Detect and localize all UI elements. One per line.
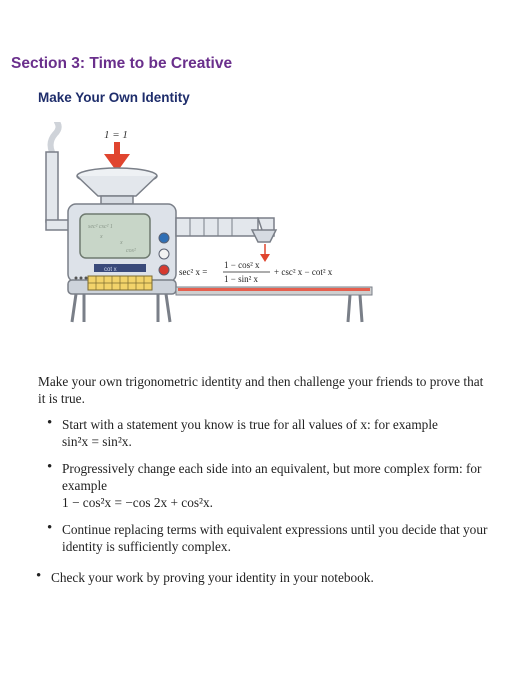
bullet-math: 1 − cos²x = −cos 2x + cos²x. <box>62 495 213 510</box>
white-knob-icon <box>159 249 169 259</box>
section-title: Section 3: Time to be Creative <box>11 55 233 72</box>
indicator-dot <box>80 277 83 280</box>
bullet-math: sin²x = sin²x. <box>62 434 132 449</box>
list-item <box>38 416 498 450</box>
indicator-dot <box>75 277 78 280</box>
display-label: cot x <box>104 267 117 273</box>
subsection-title: Make Your Own Identity <box>38 90 190 105</box>
formula-tail: + csc² x − cot² x <box>274 267 333 277</box>
bullet-text: Progressively change each side into an equivalent, but more complex form: for example <box>62 461 482 493</box>
formula-numerator: 1 − cos² x <box>224 260 260 270</box>
bullet-text: Check your work by proving your identity in your notebook. <box>51 570 374 585</box>
display-strip <box>94 264 146 272</box>
screen-text-1: sec² csc² 1 <box>88 224 113 230</box>
output-pipe <box>176 218 258 236</box>
intro-paragraph: Make your own trigonometric identity and then challenge your friends to prove that it is true. <box>38 374 484 406</box>
list-item <box>27 569 498 586</box>
arrow-shaft <box>114 142 120 156</box>
steam-icon <box>51 122 59 152</box>
screen-text-3: x <box>120 240 123 246</box>
funnel-neck <box>101 196 133 204</box>
indicator-dot <box>85 277 88 280</box>
chimney-pipe <box>46 152 58 222</box>
blue-knob-icon <box>159 233 169 243</box>
bullet-text: Continue replacing terms with equivalent expressions until you decide that your identity is sufficiently complex. <box>62 522 488 554</box>
formula-denominator: 1 − sin² x <box>224 274 259 284</box>
list-item <box>38 521 498 555</box>
nozzle <box>252 230 276 242</box>
formula-lhs: sec² x = <box>179 267 208 277</box>
list-item <box>38 460 498 511</box>
bullet-text: Start with a statement you know is true for all values of x: for example <box>62 417 438 432</box>
screen-text-4: cos² <box>126 248 136 254</box>
machine-screen <box>80 214 150 258</box>
funnel-cone <box>77 176 157 196</box>
machine-leg-left <box>72 294 84 322</box>
instruction-list <box>38 416 498 596</box>
conveyor-leg <box>348 295 362 322</box>
conveyor-stripes <box>178 288 370 291</box>
output-arrow-icon <box>260 254 270 262</box>
identity-machine-drawing <box>38 122 378 332</box>
identity-machine-illustration <box>38 122 378 332</box>
input-label: 1 = 1 <box>104 129 128 141</box>
screen-text-2: x <box>100 234 103 240</box>
red-knob-icon <box>159 265 169 275</box>
machine-leg-right <box>158 294 170 322</box>
